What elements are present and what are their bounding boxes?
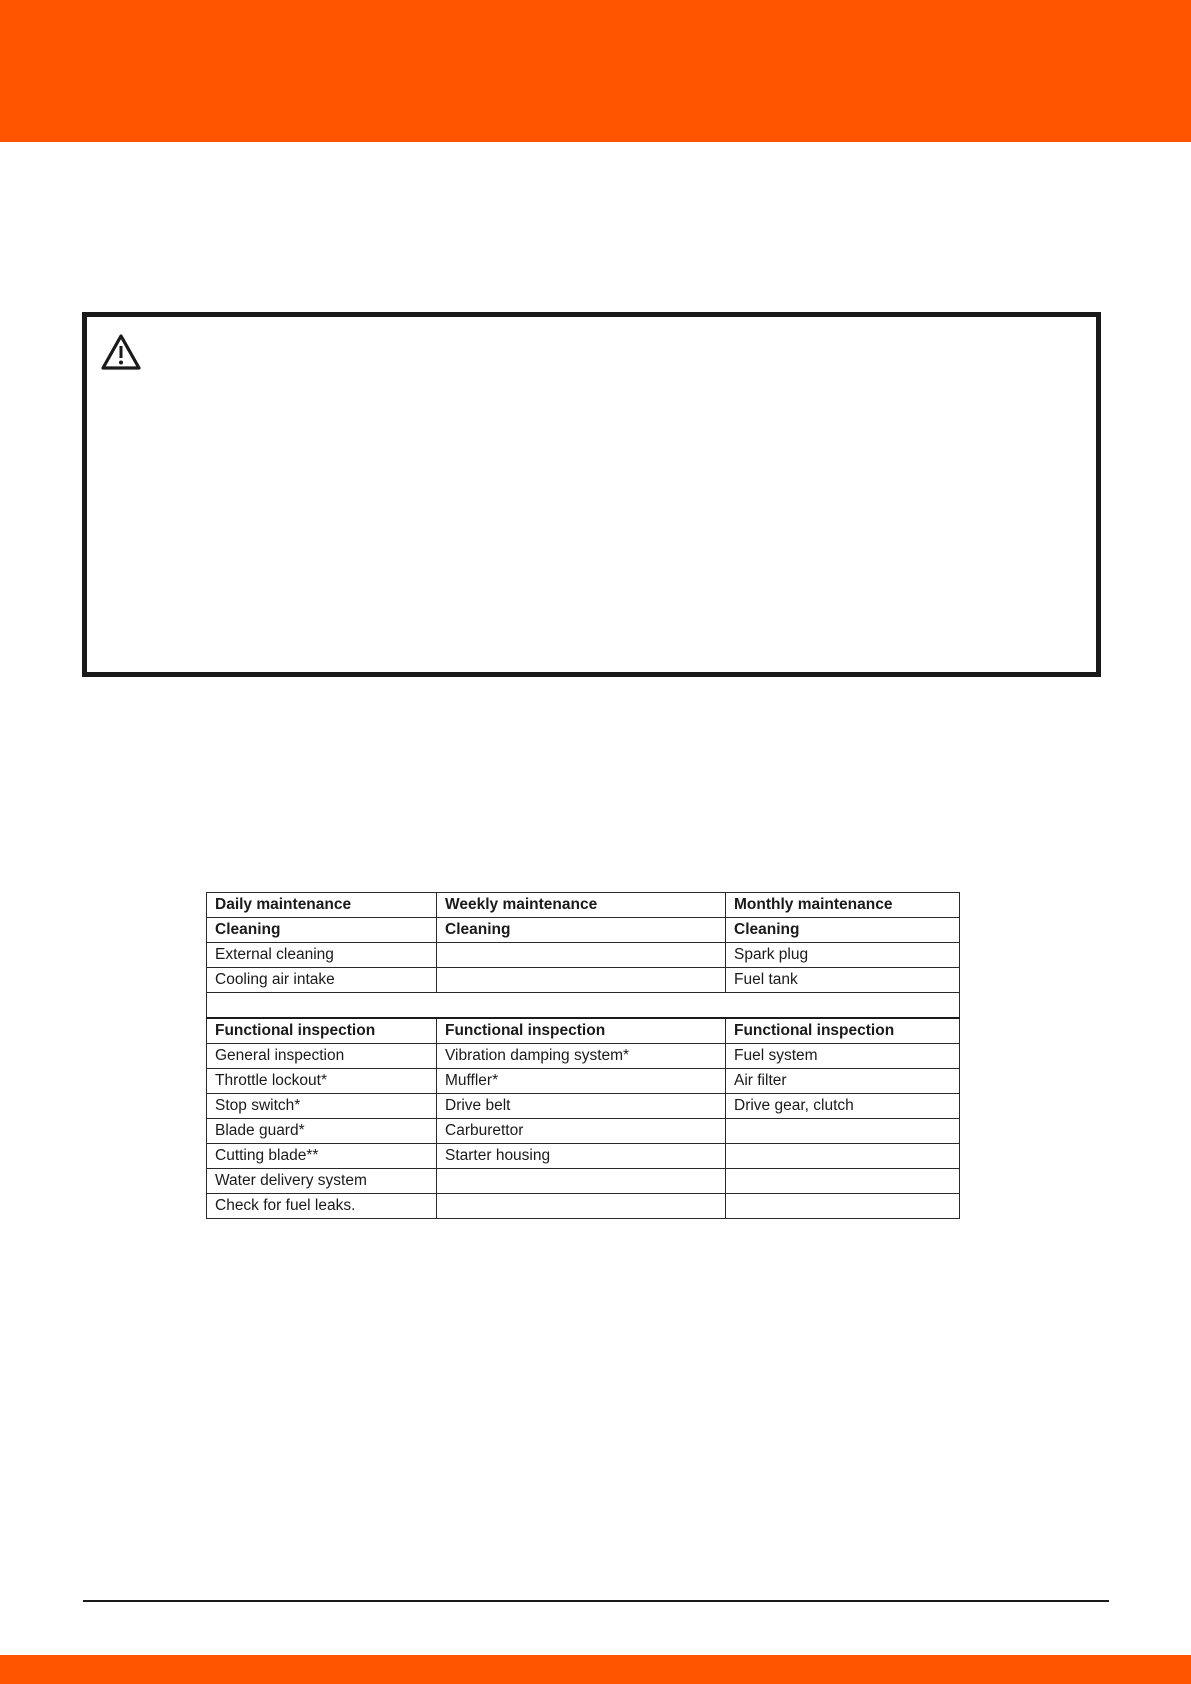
table-cell: Air filter — [726, 1069, 960, 1094]
table-cell: Carburettor — [437, 1119, 726, 1144]
table-cell: Blade guard* — [207, 1119, 437, 1144]
table-cell: Cooling air intake — [207, 968, 437, 993]
table-row — [207, 1094, 960, 1119]
table-row — [207, 1119, 960, 1144]
table-row — [207, 1169, 960, 1194]
cleaning-label: Cleaning — [437, 918, 726, 943]
cleaning-label: Cleaning — [207, 918, 437, 943]
header-daily: Daily maintenance — [207, 893, 437, 918]
footer-divider — [83, 1600, 1109, 1602]
table-cell — [437, 968, 726, 993]
table-cell: External cleaning — [207, 943, 437, 968]
table-cell: Starter housing — [437, 1144, 726, 1169]
header-weekly: Weekly maintenance — [437, 893, 726, 918]
table-cell — [437, 1194, 726, 1219]
inspection-label: Functional inspection — [437, 1018, 726, 1044]
table-cell: Fuel tank — [726, 968, 960, 993]
table-cell: Drive belt — [437, 1094, 726, 1119]
inspection-header-row — [207, 1018, 960, 1044]
table-row — [207, 968, 960, 993]
table-cell: Vibration damping system* — [437, 1044, 726, 1069]
table-cell: Fuel system — [726, 1044, 960, 1069]
table-cell — [726, 1119, 960, 1144]
table-row — [207, 1069, 960, 1094]
table-cell — [437, 1169, 726, 1194]
table-cell: Spark plug — [726, 943, 960, 968]
cleaning-label: Cleaning — [726, 918, 960, 943]
table-cell: Cutting blade** — [207, 1144, 437, 1169]
table-header-row — [207, 893, 960, 918]
inspection-label: Functional inspection — [726, 1018, 960, 1044]
table-cell: Check for fuel leaks. — [207, 1194, 437, 1219]
spacer-cell — [207, 993, 960, 1019]
inspection-label: Functional inspection — [207, 1018, 437, 1044]
table-cell: Throttle lockout* — [207, 1069, 437, 1094]
table-cell — [726, 1169, 960, 1194]
table-row — [207, 1044, 960, 1069]
table-cell: Drive gear, clutch — [726, 1094, 960, 1119]
table-row — [207, 1144, 960, 1169]
table-cell: General inspection — [207, 1044, 437, 1069]
cleaning-header-row — [207, 918, 960, 943]
table-cell: Water delivery system — [207, 1169, 437, 1194]
warning-triangle-icon — [100, 333, 142, 371]
warning-box — [82, 312, 1101, 677]
maintenance-schedule-table — [206, 892, 960, 1219]
table-cell — [437, 943, 726, 968]
table-row — [207, 1194, 960, 1219]
header-monthly: Monthly maintenance — [726, 893, 960, 918]
spacer-row — [207, 993, 960, 1019]
table-cell — [726, 1194, 960, 1219]
table-cell: Stop switch* — [207, 1094, 437, 1119]
table-cell — [726, 1144, 960, 1169]
header-band — [0, 0, 1191, 142]
footer-band — [0, 1655, 1191, 1684]
table-cell: Muffler* — [437, 1069, 726, 1094]
table-row — [207, 943, 960, 968]
